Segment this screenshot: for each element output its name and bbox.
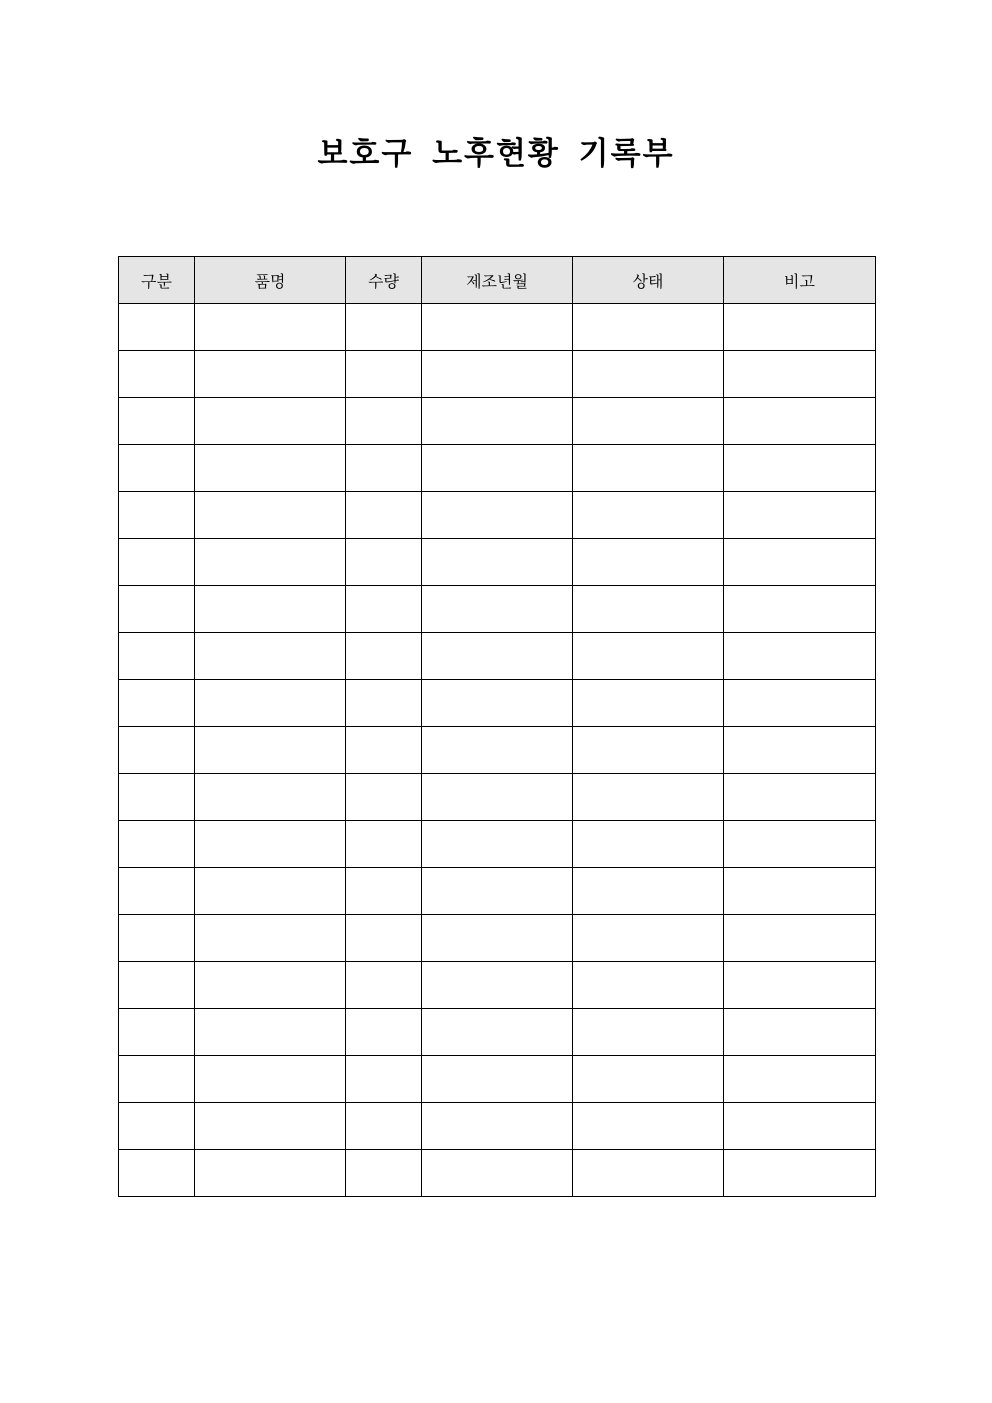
cell-quantity[interactable] xyxy=(346,633,422,680)
cell-quantity[interactable] xyxy=(346,1056,422,1103)
cell-condition[interactable] xyxy=(573,962,724,1009)
cell-remarks[interactable] xyxy=(724,445,876,492)
cell-category[interactable] xyxy=(119,445,195,492)
table-row xyxy=(119,821,876,868)
page-title: 보호구 노후현황 기록부 xyxy=(317,136,675,172)
cell-condition[interactable] xyxy=(573,821,724,868)
cell-item-name[interactable] xyxy=(195,445,346,492)
table-header-row xyxy=(119,257,876,304)
cell-category[interactable] xyxy=(119,539,195,586)
header-quantity: 수량 xyxy=(346,257,422,304)
cell-quantity[interactable] xyxy=(346,351,422,398)
cell-manufacture-date[interactable] xyxy=(422,727,573,774)
cell-manufacture-date[interactable] xyxy=(422,821,573,868)
cell-item-name[interactable] xyxy=(195,774,346,821)
cell-category[interactable] xyxy=(119,821,195,868)
cell-manufacture-date[interactable] xyxy=(422,586,573,633)
cell-manufacture-date[interactable] xyxy=(422,1009,573,1056)
cell-manufacture-date[interactable] xyxy=(422,774,573,821)
cell-item-name[interactable] xyxy=(195,962,346,1009)
cell-quantity[interactable] xyxy=(346,586,422,633)
cell-manufacture-date[interactable] xyxy=(422,633,573,680)
cell-manufacture-date[interactable] xyxy=(422,351,573,398)
table-row xyxy=(119,962,876,1009)
header-remarks: 비고 xyxy=(724,257,876,304)
cell-category[interactable] xyxy=(119,915,195,962)
cell-manufacture-date[interactable] xyxy=(422,492,573,539)
cell-item-name[interactable] xyxy=(195,304,346,351)
cell-remarks[interactable] xyxy=(724,633,876,680)
cell-category[interactable] xyxy=(119,680,195,727)
cell-quantity[interactable] xyxy=(346,1009,422,1056)
table-row xyxy=(119,351,876,398)
cell-condition[interactable] xyxy=(573,351,724,398)
table-row xyxy=(119,915,876,962)
cell-manufacture-date[interactable] xyxy=(422,1103,573,1150)
cell-item-name[interactable] xyxy=(195,727,346,774)
table-row xyxy=(119,633,876,680)
cell-condition[interactable] xyxy=(573,492,724,539)
cell-item-name[interactable] xyxy=(195,915,346,962)
cell-quantity[interactable] xyxy=(346,821,422,868)
cell-manufacture-date[interactable] xyxy=(422,1056,573,1103)
cell-remarks[interactable] xyxy=(724,727,876,774)
cell-condition[interactable] xyxy=(573,680,724,727)
table-row xyxy=(119,1009,876,1056)
cell-remarks[interactable] xyxy=(724,821,876,868)
cell-condition[interactable] xyxy=(573,868,724,915)
cell-item-name[interactable] xyxy=(195,633,346,680)
cell-quantity[interactable] xyxy=(346,445,422,492)
cell-item-name[interactable] xyxy=(195,351,346,398)
table-row xyxy=(119,492,876,539)
cell-remarks[interactable] xyxy=(724,1150,876,1197)
cell-condition[interactable] xyxy=(573,398,724,445)
cell-item-name[interactable] xyxy=(195,539,346,586)
table-row xyxy=(119,680,876,727)
cell-condition[interactable] xyxy=(573,1150,724,1197)
cell-remarks[interactable] xyxy=(724,398,876,445)
cell-quantity[interactable] xyxy=(346,398,422,445)
cell-remarks[interactable] xyxy=(724,586,876,633)
cell-item-name[interactable] xyxy=(195,821,346,868)
cell-item-name[interactable] xyxy=(195,868,346,915)
cell-condition[interactable] xyxy=(573,1103,724,1150)
cell-condition[interactable] xyxy=(573,586,724,633)
cell-manufacture-date[interactable] xyxy=(422,398,573,445)
cell-category[interactable] xyxy=(119,398,195,445)
cell-category[interactable] xyxy=(119,492,195,539)
table-row xyxy=(119,868,876,915)
header-category: 구분 xyxy=(119,257,195,304)
cell-manufacture-date[interactable] xyxy=(422,1150,573,1197)
cell-item-name[interactable] xyxy=(195,492,346,539)
cell-item-name[interactable] xyxy=(195,1009,346,1056)
cell-manufacture-date[interactable] xyxy=(422,962,573,1009)
cell-condition[interactable] xyxy=(573,727,724,774)
cell-condition[interactable] xyxy=(573,774,724,821)
cell-condition[interactable] xyxy=(573,1009,724,1056)
cell-condition[interactable] xyxy=(573,304,724,351)
cell-manufacture-date[interactable] xyxy=(422,539,573,586)
cell-remarks[interactable] xyxy=(724,962,876,1009)
cell-quantity[interactable] xyxy=(346,1103,422,1150)
cell-manufacture-date[interactable] xyxy=(422,680,573,727)
cell-remarks[interactable] xyxy=(724,1009,876,1056)
cell-item-name[interactable] xyxy=(195,1103,346,1150)
cell-condition[interactable] xyxy=(573,1056,724,1103)
cell-quantity[interactable] xyxy=(346,304,422,351)
cell-manufacture-date[interactable] xyxy=(422,445,573,492)
table-row xyxy=(119,539,876,586)
cell-quantity[interactable] xyxy=(346,539,422,586)
cell-category[interactable] xyxy=(119,304,195,351)
cell-category[interactable] xyxy=(119,586,195,633)
cell-remarks[interactable] xyxy=(724,1103,876,1150)
cell-category[interactable] xyxy=(119,727,195,774)
cell-quantity[interactable] xyxy=(346,727,422,774)
cell-item-name[interactable] xyxy=(195,680,346,727)
cell-item-name[interactable] xyxy=(195,1056,346,1103)
cell-manufacture-date[interactable] xyxy=(422,868,573,915)
cell-quantity[interactable] xyxy=(346,962,422,1009)
cell-quantity[interactable] xyxy=(346,774,422,821)
cell-category[interactable] xyxy=(119,633,195,680)
table-row xyxy=(119,1150,876,1197)
cell-category[interactable] xyxy=(119,962,195,1009)
cell-item-name[interactable] xyxy=(195,398,346,445)
cell-manufacture-date[interactable] xyxy=(422,304,573,351)
cell-item-name[interactable] xyxy=(195,586,346,633)
cell-remarks[interactable] xyxy=(724,492,876,539)
table-row xyxy=(119,1103,876,1150)
cell-category[interactable] xyxy=(119,868,195,915)
cell-quantity[interactable] xyxy=(346,868,422,915)
table-row xyxy=(119,727,876,774)
cell-category[interactable] xyxy=(119,1103,195,1150)
cell-remarks[interactable] xyxy=(724,680,876,727)
header-condition: 상태 xyxy=(573,257,724,304)
cell-quantity[interactable] xyxy=(346,680,422,727)
cell-quantity[interactable] xyxy=(346,1150,422,1197)
cell-condition[interactable] xyxy=(573,445,724,492)
header-manufacture-date: 제조년월 xyxy=(422,257,573,304)
table-row xyxy=(119,1056,876,1103)
cell-category[interactable] xyxy=(119,1150,195,1197)
cell-condition[interactable] xyxy=(573,633,724,680)
cell-remarks[interactable] xyxy=(724,304,876,351)
cell-item-name[interactable] xyxy=(195,1150,346,1197)
cell-category[interactable] xyxy=(119,774,195,821)
cell-remarks[interactable] xyxy=(724,1056,876,1103)
cell-remarks[interactable] xyxy=(724,539,876,586)
cell-remarks[interactable] xyxy=(724,351,876,398)
cell-manufacture-date[interactable] xyxy=(422,915,573,962)
table-row xyxy=(119,586,876,633)
cell-remarks[interactable] xyxy=(724,868,876,915)
record-table xyxy=(118,256,876,1197)
cell-remarks[interactable] xyxy=(724,774,876,821)
cell-condition[interactable] xyxy=(573,915,724,962)
table-row xyxy=(119,445,876,492)
cell-category[interactable] xyxy=(119,1056,195,1103)
cell-remarks[interactable] xyxy=(724,915,876,962)
cell-quantity[interactable] xyxy=(346,915,422,962)
table-row xyxy=(119,398,876,445)
table-body xyxy=(119,304,876,1197)
cell-category[interactable] xyxy=(119,351,195,398)
cell-quantity[interactable] xyxy=(346,492,422,539)
header-item-name: 품명 xyxy=(195,257,346,304)
cell-category[interactable] xyxy=(119,1009,195,1056)
table-row xyxy=(119,304,876,351)
cell-condition[interactable] xyxy=(573,539,724,586)
table-row xyxy=(119,774,876,821)
